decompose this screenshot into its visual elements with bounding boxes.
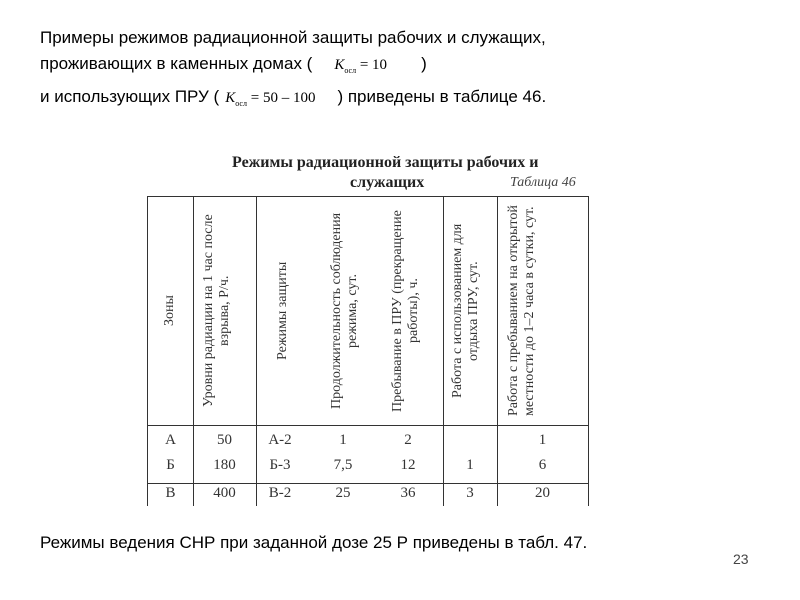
intro-line-1: Примеры режимов радиационной защиты рабочих и служащих,	[40, 28, 546, 47]
cell-shelter: 36	[400, 485, 416, 501]
cell-work-outdoors: 20	[535, 485, 550, 501]
table-title-cont: служащих	[350, 174, 425, 191]
cell-level: 400	[213, 485, 236, 501]
table-46	[147, 196, 589, 506]
header-protection-mode: Режимы защиты	[275, 261, 290, 361]
formula-symbol: K	[225, 90, 236, 106]
intro-line-3	[40, 86, 546, 115]
header-work-outdoors: Работа с пребыванием на открытой местности до 1–2 часа в сутки, сут.	[506, 205, 537, 417]
cell-level: 50	[217, 432, 232, 448]
cell-level: 180	[213, 457, 236, 473]
divider	[256, 197, 257, 506]
intro-line-2	[40, 53, 427, 82]
table-title: Режимы радиационной защиты рабочих и	[232, 154, 539, 171]
cell-zone: В	[165, 485, 176, 501]
formula-symbol: K	[334, 57, 345, 73]
table-number: Таблица 46	[510, 175, 576, 190]
header-radiation-level: Уровни радиации на 1 час после взрыва, Р/ч.	[201, 214, 232, 408]
cell-shelter: 2	[404, 432, 412, 448]
footer-text: Режимы ведения СНР при заданной дозе 25 Р приведены в табл. 47.	[40, 533, 588, 552]
cell-mode: А-2	[268, 432, 292, 448]
cell-zone: Б	[166, 457, 175, 473]
cell-mode: В-2	[268, 485, 292, 501]
cell-shelter: 12	[400, 457, 416, 473]
cell-mode: Б-3	[269, 457, 291, 473]
cell-zone: А	[165, 432, 176, 448]
cell-duration: 7,5	[333, 457, 353, 473]
page-number: 23	[733, 551, 749, 567]
formula-subscript: осл	[235, 99, 247, 108]
cell-work-shelter: 1	[466, 457, 474, 473]
cell-duration: 1	[339, 432, 347, 448]
intro-paren: )	[421, 54, 427, 73]
header-work-with-shelter: Работа с использованием для отдыха ПРУ, сут.	[450, 223, 481, 399]
cell-duration: 25	[335, 485, 351, 501]
divider	[148, 425, 588, 426]
header-duration: Продолжительность соблюдения режима, сут.	[329, 212, 360, 410]
header-zones: Зоны	[162, 295, 177, 327]
cell-work-shelter: 3	[466, 485, 474, 501]
divider	[148, 483, 588, 484]
intro-text: ) приведены в таблице 46.	[337, 87, 547, 106]
header-shelter-stay: Пребывание в ПРУ (прекращение работы), ч.	[390, 210, 421, 412]
formula-value: = 10	[356, 57, 388, 73]
formula-k-50-100	[225, 90, 315, 106]
intro-text: и использующих ПРУ (	[40, 87, 220, 106]
cell-work-outdoors: 1	[538, 432, 547, 448]
cell-work-outdoors: 6	[538, 457, 547, 473]
intro-text: проживающих в каменных домах (	[40, 54, 313, 73]
formula-subscript: осл	[344, 66, 357, 75]
formula-value: = 50 – 100	[246, 90, 316, 106]
formula-k-10	[334, 57, 387, 73]
